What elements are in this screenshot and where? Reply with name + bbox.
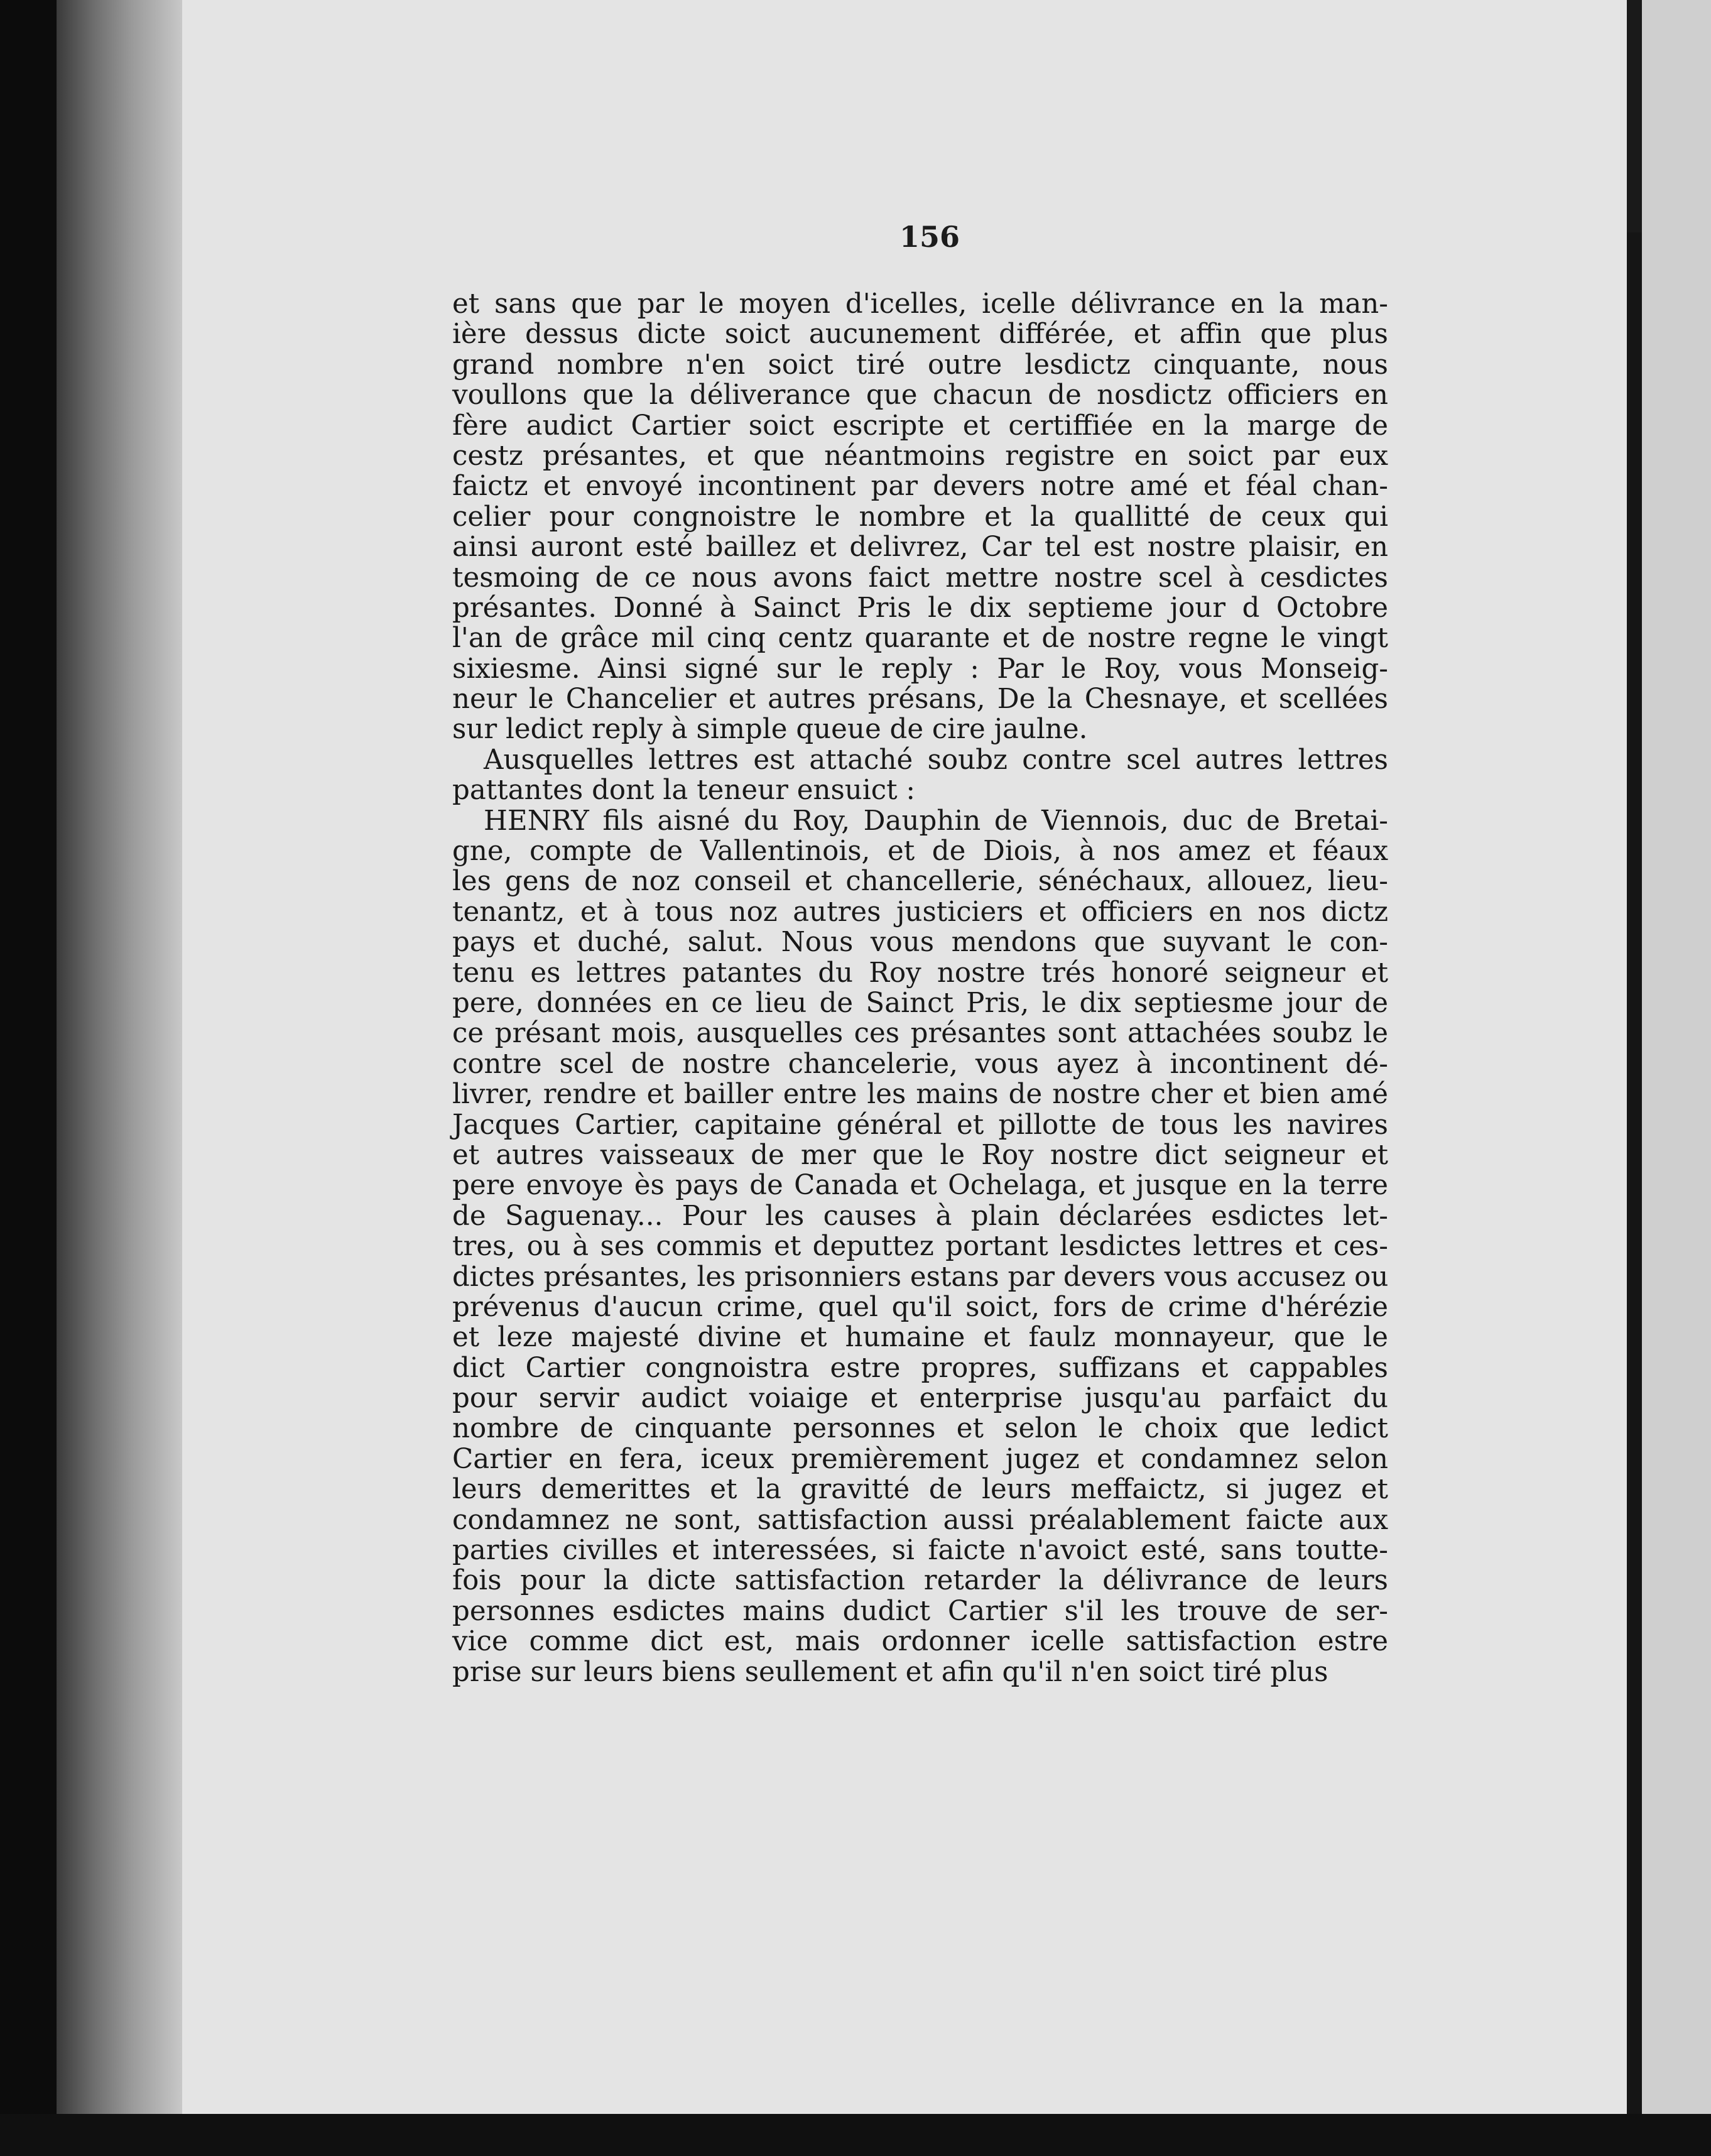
text-line: Ausquelles lettres est attaché soubz contre scel autres lettres <box>484 744 1388 776</box>
text-line: neur le Chancelier et autres présans, De la Chesnaye, et scellées <box>452 683 1388 716</box>
text-line: sur ledict reply à simple queue de cire jaulne. <box>452 714 1088 746</box>
text-line: l'an de grâce mil cinq centz quarante et de nostre regne le vingt <box>452 623 1388 655</box>
text-line: HENRY fils aisné du Roy, Dauphin de Viennois, duc de Bretai- <box>484 805 1388 837</box>
text-line: grand nombre n'en soict tiré outre lesdictz cinquante, nous <box>452 349 1388 381</box>
scan-right-margin <box>1642 0 1711 2117</box>
text-line: pattantes dont la teneur ensuict : <box>452 775 916 807</box>
text-line: sixiesme. Ainsi signé sur le reply : Par le Roy, vous Monseig- <box>452 653 1388 685</box>
text-line: fère audict Cartier soict escripte et certiffiée en la marge de <box>452 410 1388 442</box>
text-line: ière dessus dicte soict aucunement différée, et affin que plus <box>452 318 1388 351</box>
scan-left-border <box>0 0 57 2156</box>
text-line: fois pour la dicte sattisfaction retarder la délivrance de leurs <box>452 1565 1388 1597</box>
text-line: gne, compte de Vallentinois, et de Diois, à nos amez et féaux <box>452 836 1388 868</box>
text-line: condamnez ne sont, sattisfaction aussi préalablement faicte aux <box>452 1504 1388 1536</box>
text-line: et autres vaisseaux de mer que le Roy nostre dict seigneur et <box>452 1139 1388 1171</box>
page-right-edge <box>1627 232 1642 2117</box>
scan-bottom-border <box>0 2114 1711 2156</box>
text-line: leurs demerittes et la gravitté de leurs meffaictz, si jugez et <box>452 1474 1388 1506</box>
text-line: prise sur leurs biens seullement et afin qu'il n'en soict tiré plus <box>452 1656 1328 1688</box>
text-line: parties civilles et interessées, si faicte n'avoict esté, sans toutte- <box>452 1535 1388 1567</box>
text-line: les gens de noz conseil et chancellerie, sénéchaux, allouez, lieu- <box>452 866 1388 898</box>
text-line: pere envoye ès pays de Canada et Ochelaga, et jusque en la terre <box>452 1170 1388 1202</box>
book-spine-shadow <box>57 0 182 2156</box>
text-line: tres, ou à ses commis et deputtez portant lesdictes lettres et ces- <box>452 1231 1388 1263</box>
text-line: dict Cartier congnoistra estre propres, suffizans et cappables <box>452 1352 1388 1384</box>
text-line: tesmoing de ce nous avons faict mettre nostre scel à cesdictes <box>452 562 1388 594</box>
text-line: pere, données en ce lieu de Sainct Pris, le dix septiesme jour de <box>452 987 1388 1019</box>
text-line: celier pour congnoistre le nombre et la quallitté de ceux qui <box>452 501 1388 533</box>
text-line: présantes. Donné à Sainct Pris le dix septieme jour d Octobre <box>452 592 1388 624</box>
text-line: ainsi auront esté baillez et delivrez, Car tel est nostre plaisir, en <box>452 531 1388 564</box>
text-line: nombre de cinquante personnes et selon le choix que ledict <box>452 1413 1388 1445</box>
text-line: voullons que la déliverance que chacun de nosdictz officiers en <box>452 379 1388 411</box>
text-line: dictes présantes, les prisonniers estans par devers vous accusez ou <box>452 1261 1389 1293</box>
text-line: Jacques Cartier, capitaine général et pillotte de tous les navires <box>452 1109 1388 1141</box>
text-line: personnes esdictes mains dudict Cartier s'il les trouve de ser- <box>452 1595 1388 1627</box>
page-number: 156 <box>899 220 960 254</box>
text-line: contre scel de nostre chancelerie, vous ayez à incontinent dé- <box>452 1048 1388 1080</box>
text-line: et sans que par le moyen d'icelles, icelle délivrance en la man- <box>452 288 1388 320</box>
body-text <box>452 289 1388 1687</box>
text-line: ce présant mois, ausquelles ces présantes sont attachées soubz le <box>452 1018 1388 1050</box>
text-line: livrer, rendre et bailler entre les mains de nostre cher et bien amé <box>452 1079 1388 1111</box>
text-line: et leze majesté divine et humaine et faulz monnayeur, que le <box>452 1322 1388 1354</box>
text-line: tenu es lettres patantes du Roy nostre trés honoré seigneur et <box>452 957 1388 989</box>
text-line: faictz et envoyé incontinent par devers notre amé et féal chan- <box>452 471 1388 503</box>
text-line: Cartier en fera, iceux premièrement jugez et condamnez selon <box>452 1443 1388 1475</box>
text-line: pour servir audict voiaige et enterprise jusqu'au parfaict du <box>452 1383 1388 1415</box>
text-line: cestz présantes, et que néantmoins registre en soict par eux <box>452 440 1388 472</box>
text-line: vice comme dict est, mais ordonner icelle sattisfaction estre <box>452 1626 1388 1658</box>
text-line: prévenus d'aucun crime, quel qu'il soict, fors de crime d'hérézie <box>452 1291 1388 1323</box>
text-line: pays et duché, salut. Nous vous mendons que suyvant le con- <box>452 927 1388 959</box>
text-line: tenantz, et à tous noz autres justiciers et officiers en nos dictz <box>452 896 1388 928</box>
text-line: de Saguenay... Pour les causes à plain déclarées esdictes let- <box>452 1200 1388 1232</box>
